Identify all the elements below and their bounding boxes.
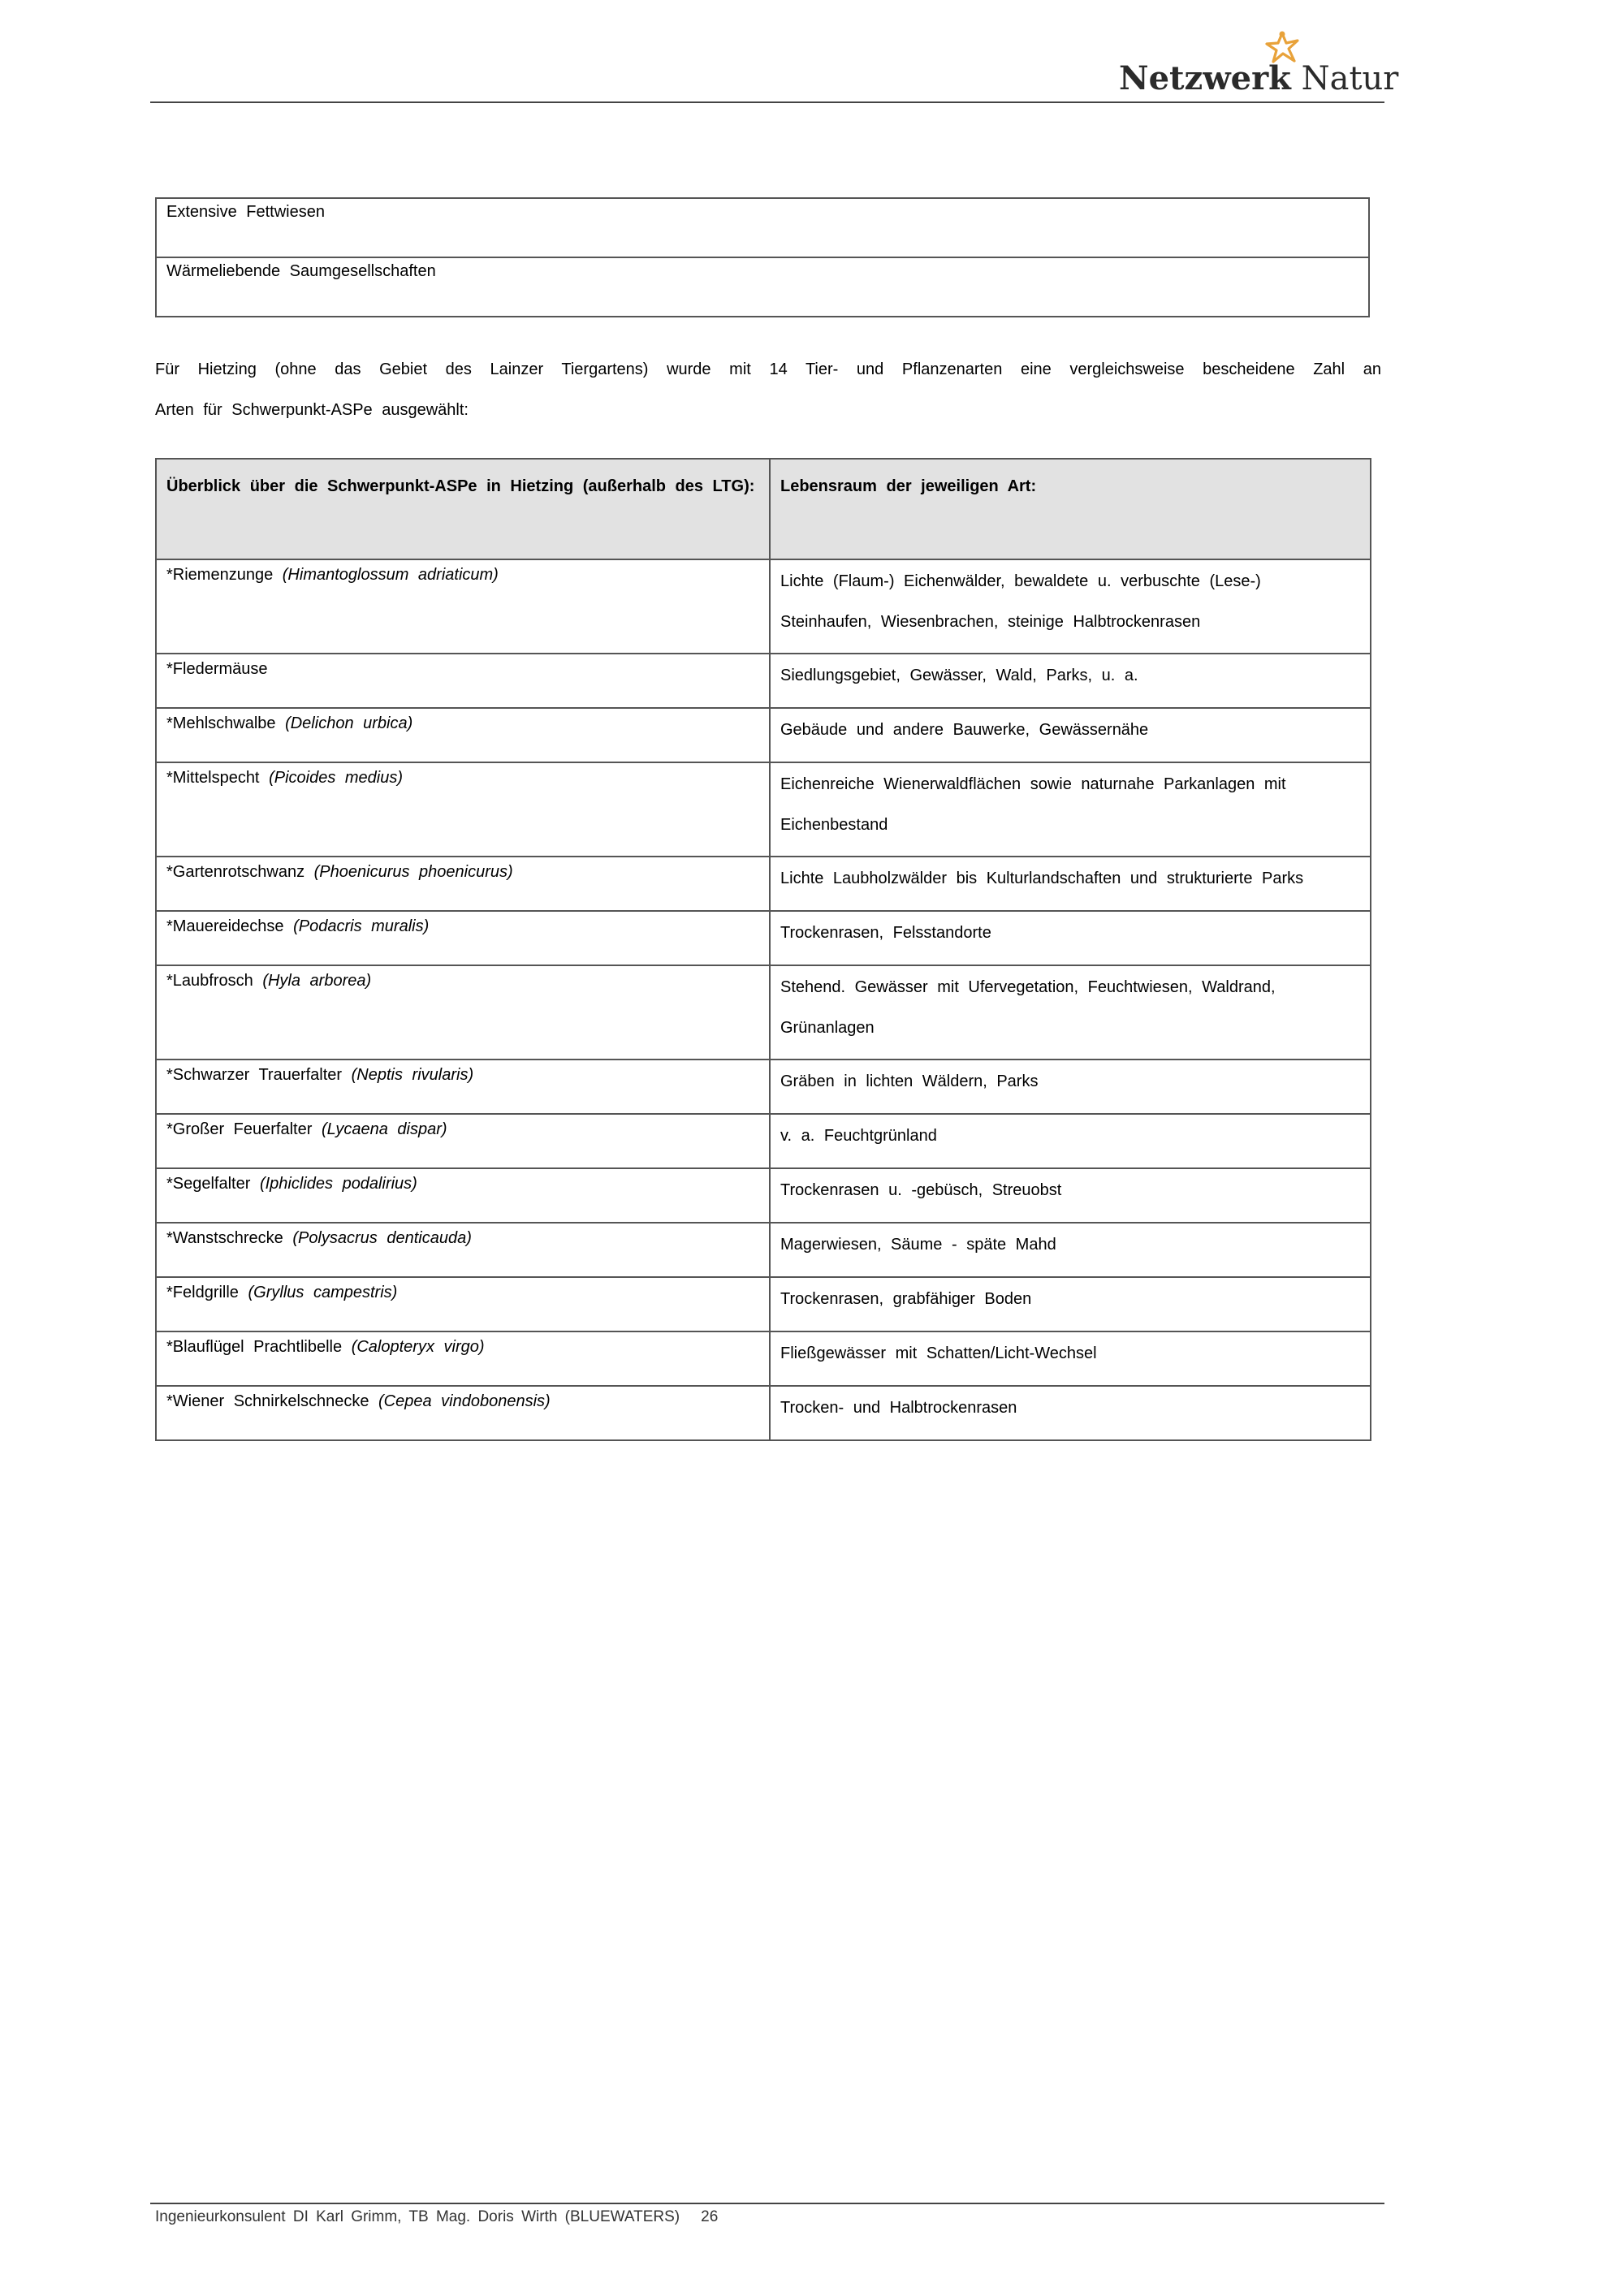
species-cell [156, 1223, 770, 1277]
species-table-body [156, 559, 1371, 1440]
table-row [156, 1331, 1371, 1386]
species-cell [156, 1331, 770, 1386]
species-scientific-name: (Delichon urbica) [285, 714, 413, 732]
species-scientific-name: (Phoenicurus phoenicurus) [313, 863, 513, 881]
habitat-cell [770, 1060, 1371, 1114]
habitat-text: Eichenreiche Wienerwaldflächen sowie naturnahe Parkanlagen mit Eichenbestand [780, 775, 1286, 834]
habitat-text: Lichte Laubholzwälder bis Kulturlandschaften und strukturierte Parks [780, 870, 1304, 887]
habitat-cell [770, 965, 1371, 1060]
species-scientific-name: (Lycaena dispar) [321, 1120, 447, 1138]
species-cell [156, 762, 770, 857]
habitat-text: Trockenrasen u. -gebüsch, Streuobst [780, 1181, 1062, 1199]
column-header-species: Überblick über die Schwerpunkt-ASPe in Hietzing (außerhalb des LTG): [156, 459, 770, 559]
species-common-name: *Mehlschwalbe [166, 714, 276, 732]
species-common-name: *Riemenzunge [166, 566, 274, 584]
habitat-cell [770, 1168, 1371, 1223]
species-scientific-name: (Hyla arborea) [262, 972, 372, 990]
table-row [156, 1386, 1371, 1440]
species-cell [156, 857, 770, 911]
species-cell [156, 911, 770, 965]
species-scientific-name: (Cepea vindobonensis) [378, 1392, 551, 1410]
species-cell [156, 965, 770, 1060]
habitat-text: Stehend. Gewässer mit Ufervegetation, Feuchtwiesen, Waldrand, Grünanlagen [780, 978, 1276, 1037]
species-scientific-name: (Himantoglossum adriaticum) [282, 566, 499, 584]
logo-text [1119, 59, 1398, 97]
species-cell [156, 1277, 770, 1331]
species-common-name: *Großer Feuerfalter [166, 1120, 313, 1138]
species-common-name: *Fledermäuse [166, 660, 268, 678]
header-rule [150, 101, 1384, 103]
species-common-name: *Segelfalter [166, 1175, 251, 1193]
intro-paragraph [155, 349, 1381, 430]
habitat-text: Trockenrasen, grabfähiger Boden [780, 1290, 1032, 1308]
table-row [156, 559, 1371, 654]
habitat-cell [770, 1223, 1371, 1277]
species-scientific-name: (Calopteryx virgo) [351, 1338, 485, 1356]
habitat-cell [770, 911, 1371, 965]
species-scientific-name: (Podacris muralis) [293, 917, 430, 935]
intro-line: Für Hietzing (ohne das Gebiet des Lainzer Tiergartens) wurde mit 14 Tier- und Pflanzenarten eine vergleichsweise bescheidene Zahl an [155, 360, 1381, 378]
species-scientific-name: (Gryllus campestris) [248, 1284, 398, 1301]
table-row [156, 257, 1369, 317]
footer-rule [150, 2203, 1384, 2204]
table-row [156, 1114, 1371, 1168]
habitat-text: v. a. Feuchtgrünland [780, 1127, 937, 1145]
species-cell [156, 559, 770, 654]
habitat-cell [770, 1114, 1371, 1168]
species-common-name: *Blauflügel Prachtlibelle [166, 1338, 343, 1356]
table-row [156, 857, 1371, 911]
habitat-text: Fließgewässer mit Schatten/Licht-Wechsel [780, 1344, 1097, 1362]
species-common-name: *Mauereidechse [166, 917, 284, 935]
species-scientific-name: (Polysacrus denticauda) [292, 1229, 472, 1247]
habitat-text: Gräben in lichten Wäldern, Parks [780, 1072, 1039, 1090]
species-common-name: *Mittelspecht [166, 769, 260, 787]
netzwerk-natur-logo [1119, 31, 1399, 100]
table-row [156, 762, 1371, 857]
species-scientific-name: (Picoides medius) [269, 769, 404, 787]
table-row [156, 198, 1369, 257]
table-cell: Wärmeliebende Saumgesellschaften [156, 257, 1369, 317]
habitat-text: Trocken- und Halbtrockenrasen [780, 1399, 1017, 1417]
species-cell [156, 1060, 770, 1114]
habitat-text: Magerwiesen, Säume - späte Mahd [780, 1236, 1056, 1254]
habitat-text: Trockenrasen, Felsstandorte [780, 924, 991, 942]
habitat-text: Lichte (Flaum-) Eichenwälder, bewaldete u. verbuschte (Lese-) Steinhaufen, Wiesenbrachen, steinige Halbtrockenrasen [780, 572, 1261, 631]
species-common-name: *Feldgrille [166, 1284, 239, 1301]
table-row [156, 708, 1371, 762]
table-row [156, 1277, 1371, 1331]
habitat-text: Gebäude und andere Bauwerke, Gewässernähe [780, 721, 1149, 739]
table-row [156, 1060, 1371, 1114]
habitat-types-table [155, 197, 1370, 317]
species-common-name: *Gartenrotschwanz [166, 863, 305, 881]
species-cell [156, 1386, 770, 1440]
species-scientific-name: (Neptis rivularis) [351, 1066, 474, 1084]
habitat-cell [770, 1331, 1371, 1386]
footer [155, 2208, 718, 2226]
habitat-cell [770, 1277, 1371, 1331]
table-row [156, 654, 1371, 708]
page-number: 26 [701, 2208, 719, 2225]
table-row [156, 1168, 1371, 1223]
species-cell [156, 654, 770, 708]
habitat-cell [770, 708, 1371, 762]
species-scientific-name: (Iphiclides podalirius) [259, 1175, 417, 1193]
habitat-cell [770, 559, 1371, 654]
species-cell [156, 1168, 770, 1223]
species-cell [156, 1114, 770, 1168]
table-cell: Extensive Fettwiesen [156, 198, 1369, 257]
species-cell [156, 708, 770, 762]
intro-line: Arten für Schwerpunkt-ASPe ausgewählt: [155, 401, 469, 419]
table-row [156, 911, 1371, 965]
species-common-name: *Wanstschrecke [166, 1229, 283, 1247]
species-common-name: *Schwarzer Trauerfalter [166, 1066, 343, 1084]
column-header-habitat: Lebensraum der jeweiligen Art: [770, 459, 1371, 559]
habitat-cell [770, 654, 1371, 708]
logo-regular-text: Natur [1301, 60, 1399, 97]
table-row [156, 1223, 1371, 1277]
habitat-cell [770, 762, 1371, 857]
habitat-cell [770, 1386, 1371, 1440]
habitat-cell [770, 857, 1371, 911]
species-common-name: *Laubfrosch [166, 972, 253, 990]
table-row [156, 965, 1371, 1060]
species-common-name: *Wiener Schnirkelschnecke [166, 1392, 369, 1410]
habitat-text: Siedlungsgebiet, Gewässer, Wald, Parks, u. a. [780, 667, 1138, 684]
species-overview-table [155, 458, 1371, 1441]
table-header-row [156, 459, 1371, 559]
logo-bold-text: Netzwerk [1119, 59, 1291, 97]
footer-text: Ingenieurkonsulent DI Karl Grimm, TB Mag. Doris Wirth (BLUEWATERS) [155, 2208, 680, 2225]
